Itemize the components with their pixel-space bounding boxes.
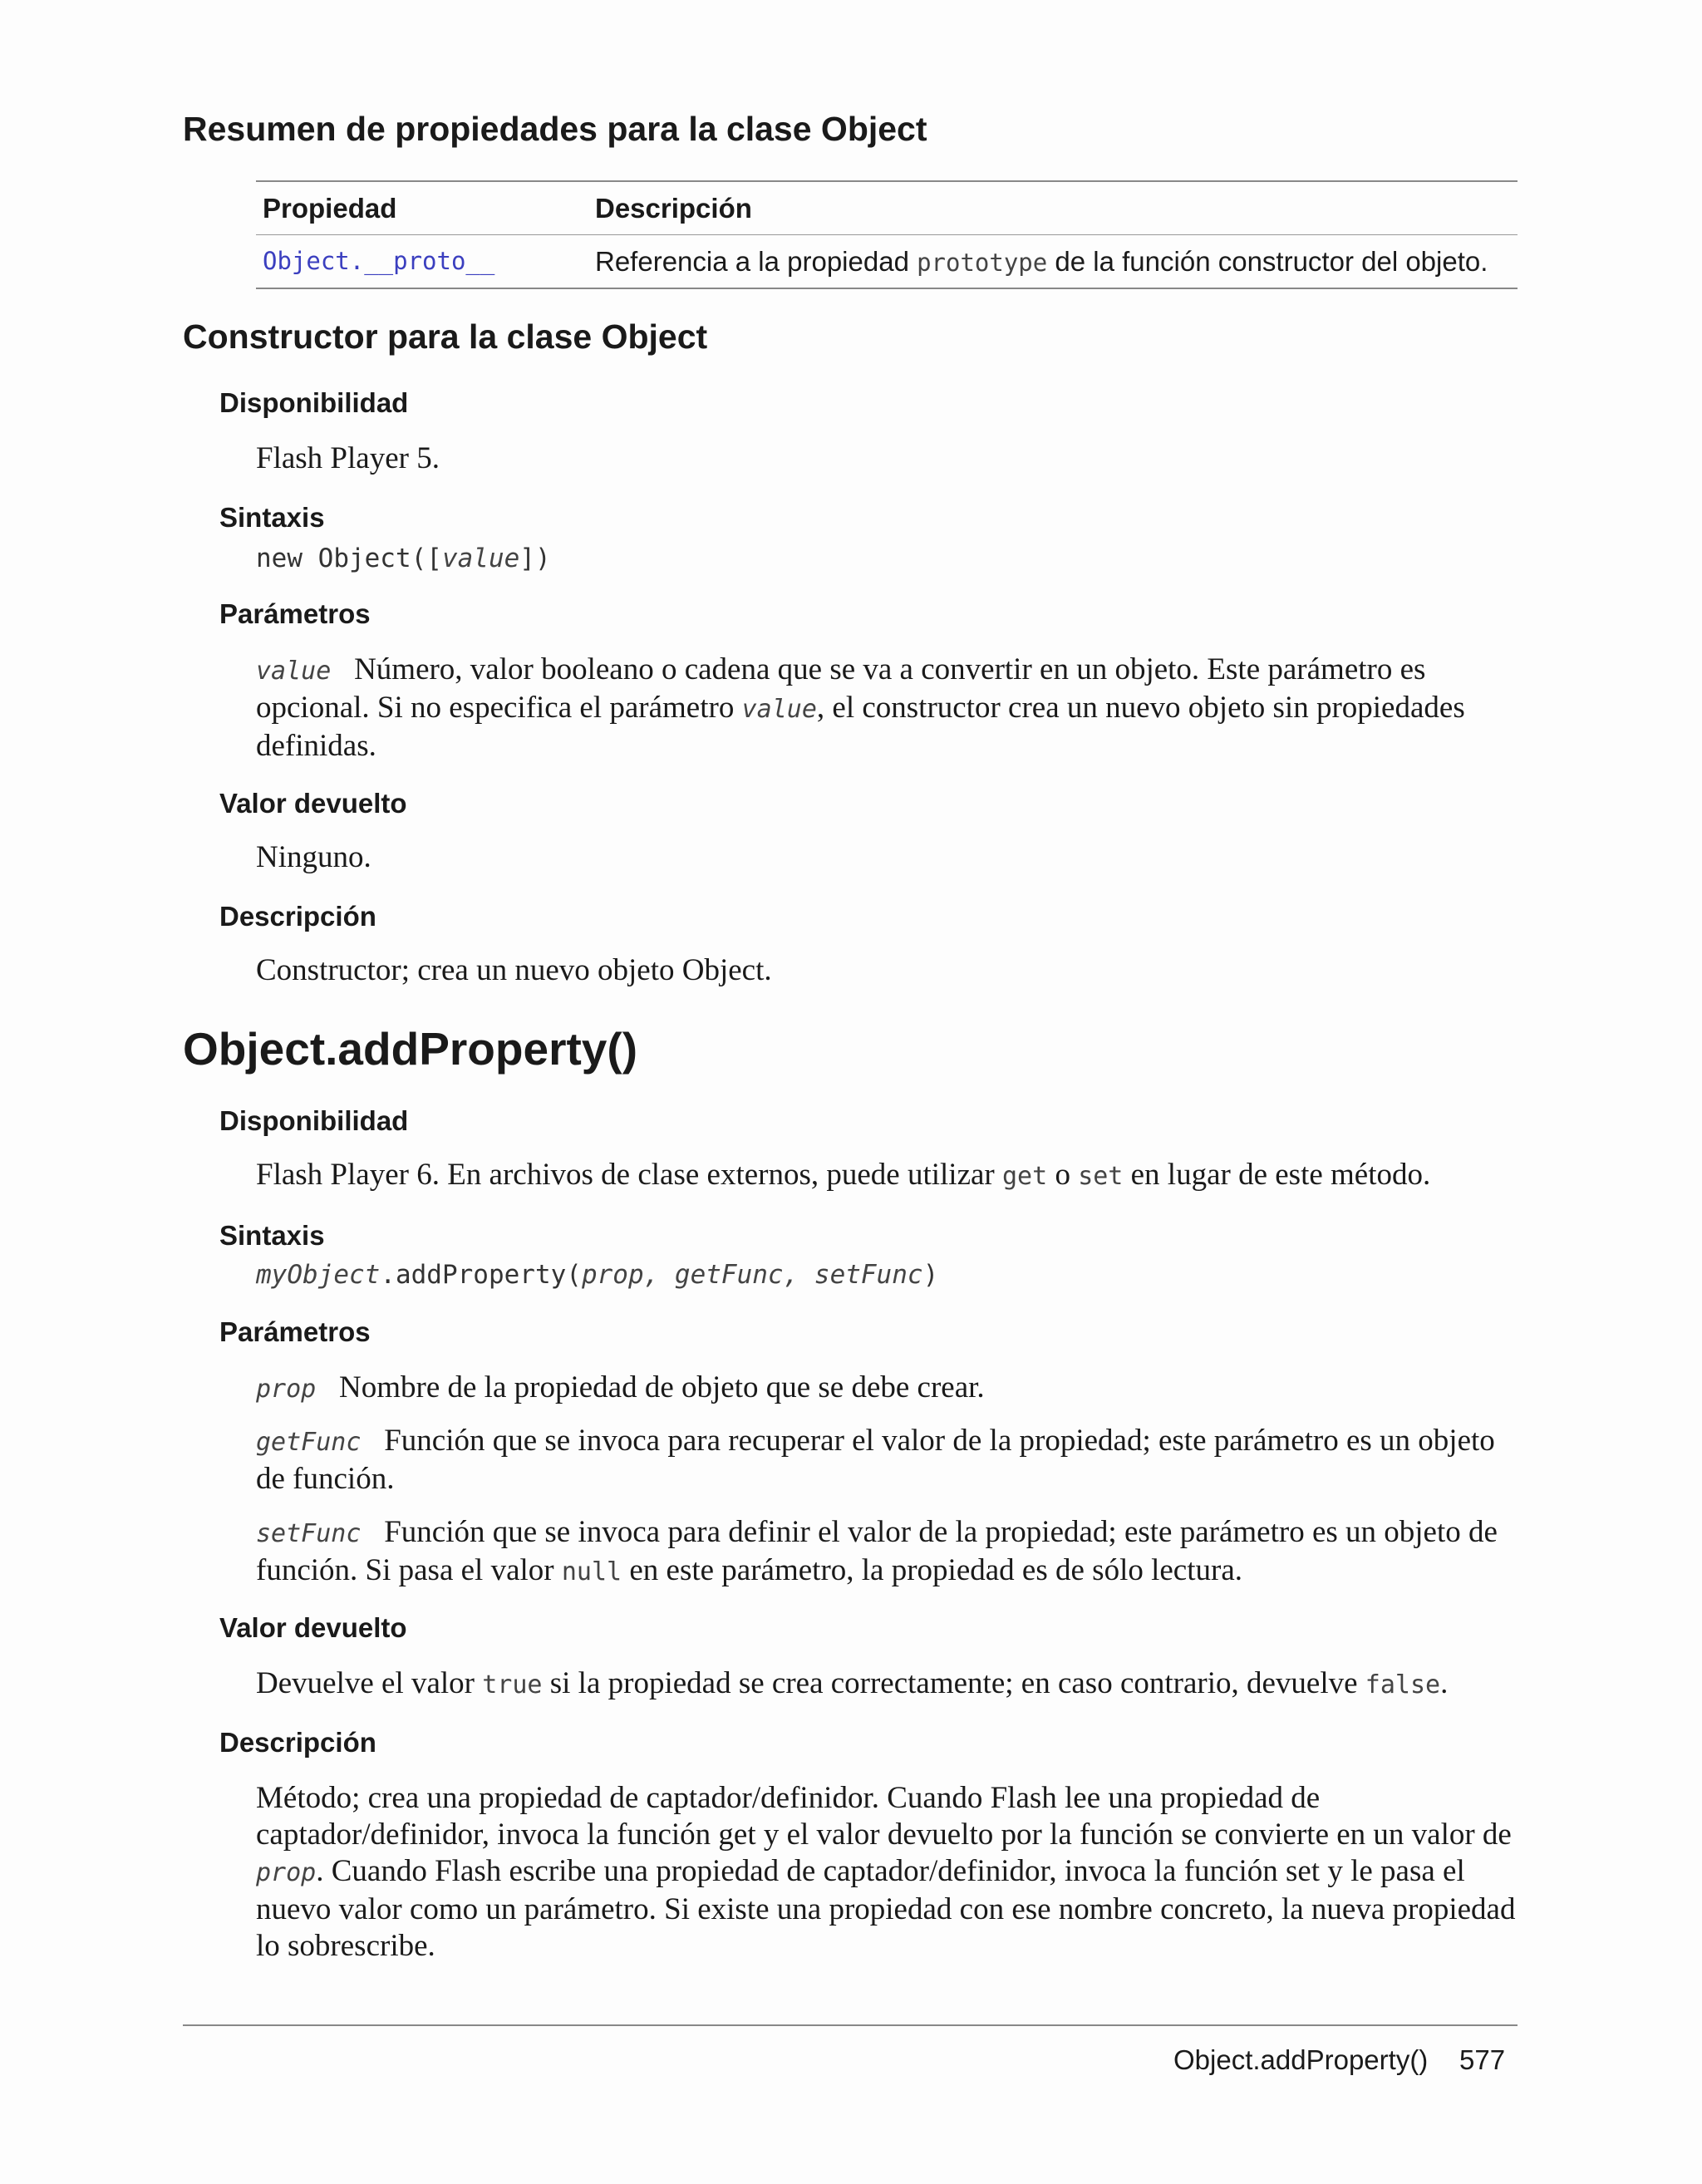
footer-rule (183, 2024, 1518, 2026)
param-prop (256, 1370, 1519, 1408)
proto-property-description (595, 235, 1488, 289)
column-header-property: Propiedad (263, 193, 397, 224)
table-row (256, 235, 1518, 288)
null-code: null (561, 1557, 622, 1586)
avail-text: o (1047, 1158, 1079, 1192)
addproperty-heading: Object.addProperty() (183, 1023, 638, 1075)
addproperty-syntax-label: Sintaxis (219, 1220, 325, 1251)
syntax-method: .addProperty( (380, 1260, 582, 1290)
param-name: setFunc (256, 1519, 362, 1548)
returns-text: si la propiedad se crea correctamente; en caso contrario, devuelve (542, 1666, 1365, 1700)
param-desc: Número, valor booleano o cadena que se va a convertir en un objeto. Este parámetro es opcional. Si no especifica el parámetro (256, 652, 1426, 725)
set-link[interactable]: set (1078, 1162, 1124, 1191)
syntax-text: ) (922, 1260, 939, 1290)
param-name: value (256, 657, 332, 686)
param-desc: Función que se invoca para recuperar el valor de la propiedad; este parámetro es un objeto de función. (256, 1424, 1495, 1496)
param-name: getFunc (256, 1428, 362, 1457)
constructor-params-label: Parámetros (219, 598, 371, 629)
constructor-syntax-label: Sintaxis (219, 502, 325, 533)
addproperty-availability (256, 1157, 1519, 1195)
proto-property-link[interactable]: Object.__proto__ (263, 247, 495, 275)
constructor-param-value (256, 652, 1519, 765)
syntax-object: myObject (256, 1260, 381, 1290)
param-name-inline: value (741, 695, 817, 724)
false-code: false (1365, 1670, 1441, 1699)
syntax-args: prop, getFunc, setFunc (581, 1260, 923, 1290)
footer-title: Object.addProperty() (1173, 2044, 1429, 2075)
constructor-heading: Constructor para la clase Object (183, 317, 708, 356)
constructor-syntax (256, 544, 551, 573)
addproperty-returns (256, 1665, 1519, 1704)
true-code: true (482, 1670, 543, 1699)
prop-code: prop (256, 1858, 317, 1887)
property-summary-table (256, 180, 1518, 289)
addproperty-returns-label: Valor devuelto (219, 1612, 407, 1643)
summary-heading: Resumen de propiedades para la clase Object (183, 110, 927, 148)
constructor-description-label: Descripción (219, 901, 376, 932)
param-desc: Función que se invoca para definir el valor de la propiedad; este parámetro es un objeto de función. Si pasa el valor (256, 1515, 1498, 1587)
avail-text: en lugar de este método. (1123, 1158, 1431, 1192)
returns-text: . (1440, 1666, 1449, 1700)
param-desc: en este parámetro, la propiedad es de sólo lectura. (622, 1553, 1242, 1587)
syntax-text: new Object([ (256, 544, 442, 573)
desc-text: Método; crea una propiedad de captador/definidor. Cuando Flash lee una propiedad de captador/definidor, invoca la función get y el valor devuelto por la función se convierte en un valor de (256, 1781, 1512, 1852)
syntax-text: ]) (519, 544, 551, 573)
param-desc: Nombre de la propiedad de objeto que se debe crear. (339, 1370, 985, 1404)
constructor-availability: Flash Player 5. (256, 441, 440, 475)
constructor-returns-label: Valor devuelto (219, 788, 407, 819)
addproperty-syntax (256, 1260, 938, 1290)
returns-text: Devuelve el valor (256, 1666, 483, 1700)
addproperty-params-label: Parámetros (219, 1316, 371, 1347)
desc-text: Referencia a la propiedad (595, 246, 917, 277)
avail-text: Flash Player 6. En archivos de clase externos, puede utilizar (256, 1158, 1002, 1192)
constructor-availability-label: Disponibilidad (219, 387, 409, 418)
param-getfunc (256, 1423, 1519, 1498)
syntax-param: value (441, 544, 520, 573)
param-name: prop (256, 1375, 317, 1404)
page-number: 577 (1459, 2044, 1506, 2075)
desc-text: . Cuando Flash escribe una propiedad de captador/definidor, invoca la función set y le pasa el nuevo valor como un parámetro. Si existe una propiedad con ese nombre concreto, la nueva propiedad lo sobrescribe. (256, 1854, 1516, 1963)
addproperty-description-label: Descripción (219, 1727, 376, 1758)
get-link[interactable]: get (1002, 1162, 1048, 1191)
constructor-description: Constructor; crea un nuevo objeto Object. (256, 953, 772, 987)
param-desc: , el constructor crea un nuevo objeto sin propiedades definidas. (256, 691, 1465, 763)
addproperty-availability-label: Disponibilidad (219, 1105, 409, 1136)
prototype-code: prototype (917, 248, 1048, 277)
column-header-description: Descripción (595, 193, 752, 224)
desc-text: de la función constructor del objeto. (1047, 246, 1488, 277)
table-header-row (256, 182, 1518, 234)
addproperty-description (256, 1780, 1519, 1965)
constructor-returns: Ninguno. (256, 840, 371, 874)
param-setfunc (256, 1514, 1519, 1591)
